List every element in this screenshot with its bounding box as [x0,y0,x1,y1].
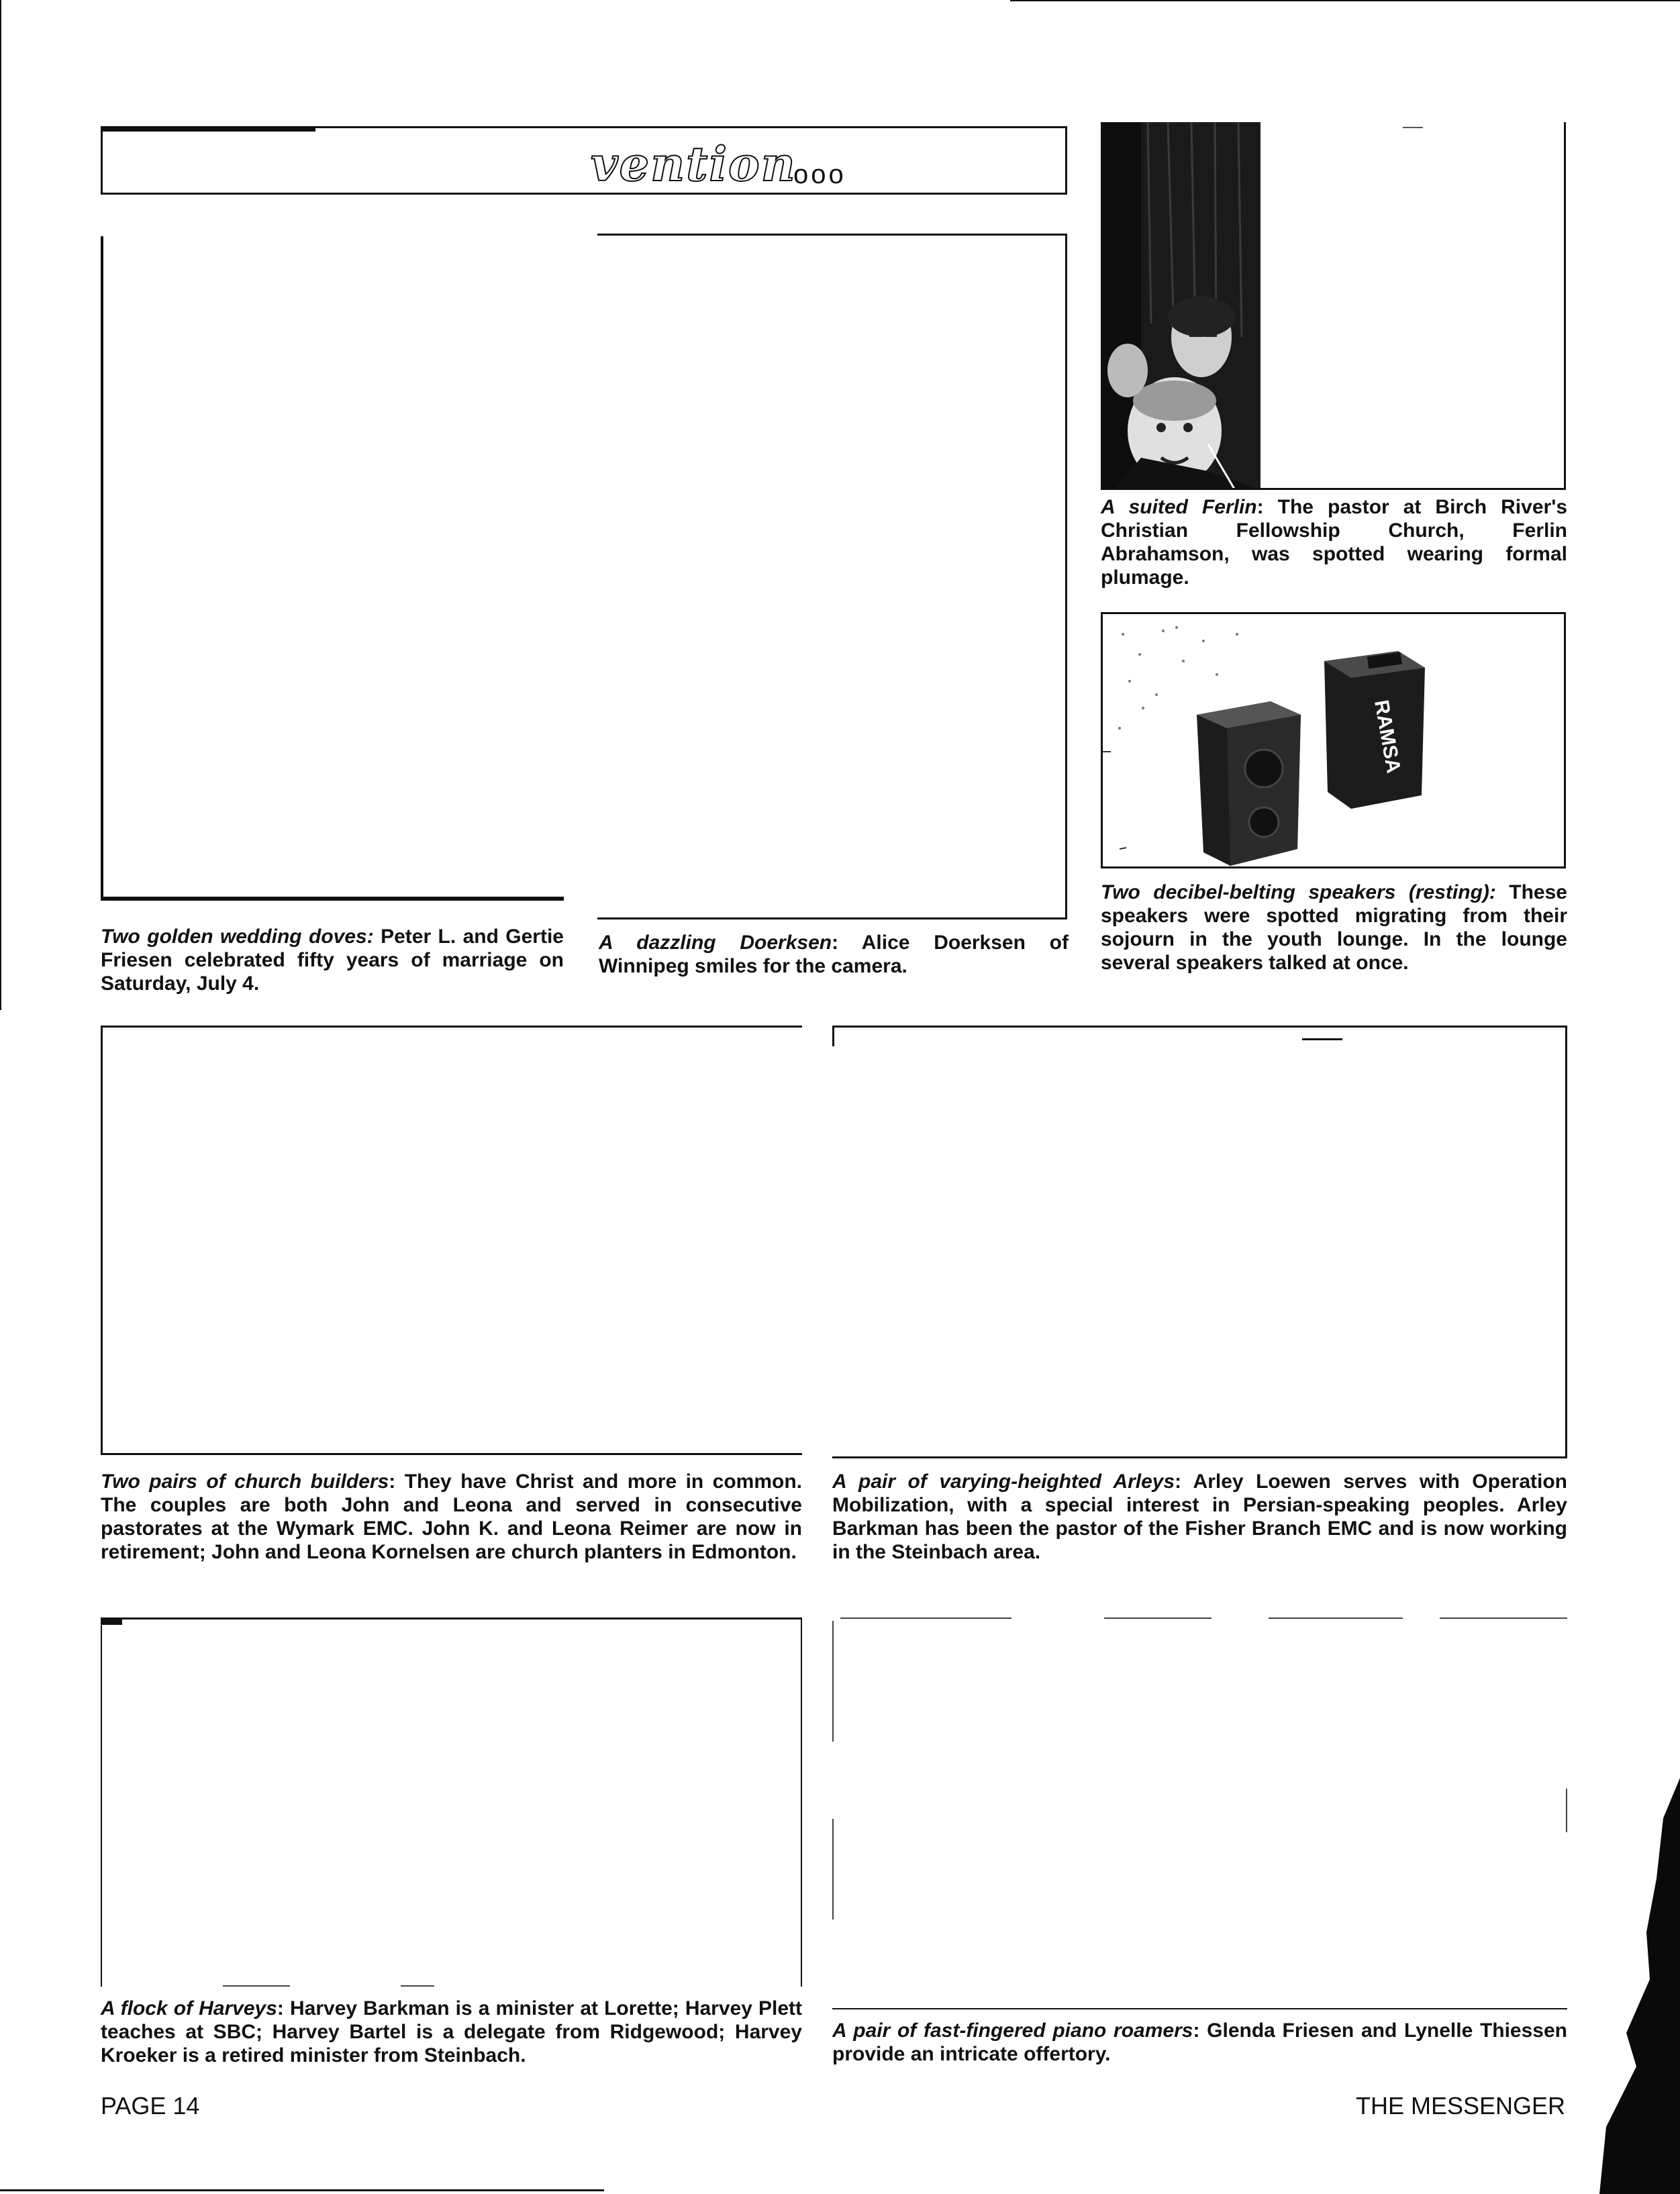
piano-left-rule [832,1621,834,1742]
caption-body: Peter L. and Gertie Friesen celebrated fifty years of marriage on Saturday, July 4. [101,926,564,995]
banner-frame [101,126,1067,195]
caption-body: : Harvey Barkman is a minister at Lorette; Harvey Plett teaches at SBC; Harvey Bartel is a delegate from Ridgewood; Harvey Kroeker is a retired minister from Steinbach. [101,1997,803,2066]
left-edge-rule [0,0,1,1010]
caption-lead: A pair of fast-fingered piano roamers [832,2020,1193,2042]
caption-golden-wedding [101,925,564,995]
banner-title: vention [591,136,797,192]
top-rule [1010,0,1680,1]
piano-top-rule [840,1617,1011,1619]
caption-lead: Two pairs of church builders [101,1470,389,1493]
speaker-brand-label: RAMSA [1370,698,1405,775]
caption-speakers [1101,881,1567,975]
caption-lead: A suited Ferlin [1101,496,1257,518]
harveys-bottom-rule [401,1985,434,1987]
harveys-corner-mark [102,1619,122,1625]
caption-body: : They have Christ and more in common. The couples are both John and Leona and served in consecutive pastorates at the Wymark EMC. John K. and Leona Reimer are now in retirement; John and Leona Kornelsen are church planters in Edmonton. [101,1470,803,1563]
harveys-bottom-rule [223,1985,290,1987]
bottom-rule [0,2189,604,2191]
caption-doerksen [599,931,1069,978]
caption-lead: Two golden wedding doves: [101,926,374,948]
photo-arleys [832,1026,1567,1458]
piano-bottom-rule [832,2008,1567,2009]
caption-body: : Glenda Friesen and Lynelle Thiessen provide an intricate offertory. [832,2020,1567,2065]
piano-top-rule [1269,1617,1403,1619]
caption-body: : Arley Loewen serves with Operation Mobilization, with a special interest in Persian-speaking peoples. Arley Barkman has been the pastor of the Fisher Branch EMC and is now working in the Steinbach area. [832,1470,1567,1563]
caption-ferlin [1101,495,1567,589]
caption-body: : The pastor at Birch River's Christian Fellowship Church, Ferlin Abrahamson, was spotted wearing formal plumage. [1101,496,1568,589]
banner-ellipsis: ooo [793,160,846,189]
banner-dark-edge [101,126,315,132]
photo-ferlin [1101,122,1566,490]
ferlin-photo-art [1101,122,1566,490]
caption-lead: A flock of Harveys [101,1997,277,2020]
photo-golden-wedding [101,236,564,901]
photo-harveys [101,1617,802,1987]
speakers-photo-art [1103,614,1564,866]
caption-lead: Two decibel-belting speakers (resting): [1101,881,1496,903]
page-number: PAGE 14 [101,2092,200,2120]
caption-lead: A dazzling Doerksen [599,932,832,954]
piano-right-rule [1566,1789,1567,1832]
caption-piano [832,2019,1567,2066]
photo-church-builders [101,1026,802,1455]
caption-harveys [101,1997,802,2067]
caption-body: : Alice Doerksen of Winnipeg smiles for the camera. [599,932,1069,977]
speaker-right-icon [1324,651,1425,809]
photo-speakers [1101,612,1566,868]
piano-left-rule [832,1819,834,1919]
piano-top-rule [1440,1617,1567,1619]
caption-body: These speakers were spotted migrating from their sojourn in the youth lounge. In the lounge several speakers talked at once. [1101,881,1567,974]
caption-arleys [832,1470,1567,1564]
scan-shadow-edge [1599,1778,1680,2194]
photo-doerksen [597,234,1067,919]
publication-name: THE MESSENGER [1356,2092,1566,2120]
caption-church-builders [101,1470,802,1564]
arleys-left-tick [832,1028,834,1046]
arleys-top-mark [1302,1038,1342,1040]
photo-piano [832,1614,1567,2010]
caption-lead: A pair of varying-heighted Arleys [832,1470,1175,1493]
speaker-left-icon [1197,701,1301,866]
piano-top-rule [1104,1617,1212,1619]
